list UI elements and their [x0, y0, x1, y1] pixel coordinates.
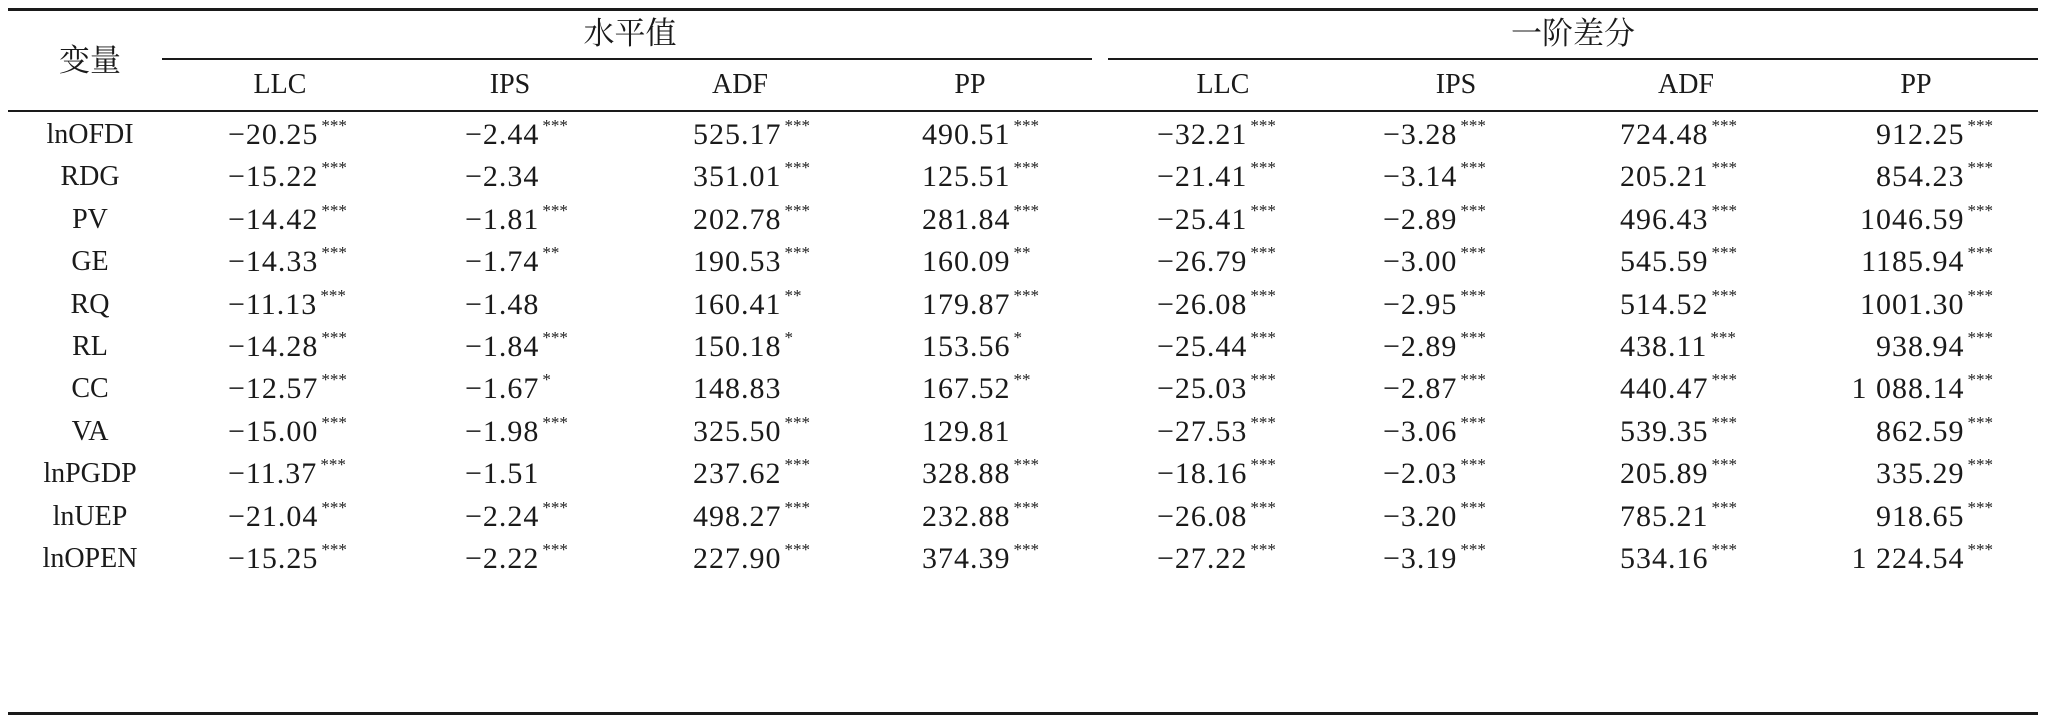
stat-value: 351.01 [693, 160, 782, 194]
significance-stars: *** [1250, 412, 1276, 432]
stat-value: −2.22 [465, 542, 540, 575]
variable-name: RQ [70, 288, 110, 320]
stat-value: −1.48 [465, 287, 540, 321]
col-header-level-ips: IPS [489, 69, 531, 100]
stat-value: −20.25 [228, 118, 319, 151]
significance-stars: *** [1967, 497, 1993, 517]
significance-stars: *** [1967, 200, 1993, 220]
significance-stars: *** [1460, 328, 1486, 347]
stat-value: −27.22 [1157, 542, 1248, 575]
stat-value: 179.87 [922, 287, 1011, 321]
significance-stars: *** [1250, 200, 1276, 220]
stat-value: −2.34 [465, 160, 540, 194]
col-header-diff-ips: IPS [1435, 69, 1477, 100]
stat-value: 150.18 [693, 330, 782, 363]
group-rule-level [162, 58, 1092, 60]
significance-stars: *** [1250, 158, 1276, 178]
variable-name: CC [71, 373, 109, 405]
significance-stars: *** [1711, 116, 1737, 135]
significance-stars: ** [784, 285, 802, 305]
stat-value: 854.23 [1876, 160, 1965, 194]
group-title-level: 水平值 [583, 16, 677, 51]
significance-stars: *** [321, 497, 347, 517]
stat-value: −3.00 [1383, 245, 1458, 279]
stat-value: 328.88 [922, 457, 1011, 491]
stat-value: −2.89 [1383, 202, 1458, 236]
significance-stars: * [1013, 328, 1022, 347]
significance-stars: *** [1711, 158, 1737, 178]
significance-stars: * [784, 328, 793, 347]
stat-cell [1620, 531, 1737, 586]
stat-value: −2.87 [1383, 372, 1458, 406]
significance-stars: *** [542, 412, 568, 432]
stat-value: −1.67 [465, 372, 540, 406]
significance-stars: *** [1013, 455, 1039, 475]
stat-value: −3.19 [1383, 542, 1458, 575]
significance-stars: *** [784, 455, 810, 475]
significance-stars: *** [1460, 497, 1486, 517]
significance-stars: *** [321, 158, 347, 178]
stat-value: −14.33 [228, 245, 319, 279]
significance-stars: *** [784, 412, 810, 432]
stat-value: 325.50 [693, 414, 782, 448]
significance-stars: *** [1967, 158, 1993, 178]
significance-stars: *** [1013, 158, 1039, 178]
significance-stars: *** [542, 497, 568, 517]
significance-stars: *** [321, 412, 347, 432]
stat-value: 514.52 [1620, 287, 1709, 321]
significance-stars: *** [1967, 243, 1993, 263]
significance-stars: *** [1967, 285, 1993, 305]
stat-value: −2.89 [1383, 330, 1458, 363]
variable-name: VA [71, 415, 109, 447]
significance-stars: *** [1711, 412, 1737, 432]
top-rule [8, 8, 2038, 11]
stat-value: −15.25 [228, 542, 319, 575]
stat-value: −3.28 [1383, 118, 1458, 151]
significance-stars: *** [321, 243, 347, 263]
significance-stars: *** [1250, 243, 1276, 263]
significance-stars: *** [784, 540, 810, 559]
significance-stars: *** [1967, 370, 1993, 390]
stat-value: 785.21 [1620, 499, 1709, 533]
significance-stars: *** [1013, 116, 1039, 135]
col-header-level-pp: PP [954, 69, 986, 100]
stat-value: 938.94 [1876, 330, 1965, 363]
bottom-rule [8, 712, 2038, 715]
stat-value: 525.17 [693, 118, 782, 151]
stat-value: 160.09 [922, 245, 1011, 279]
stat-value: −2.44 [465, 118, 540, 151]
significance-stars: *** [1250, 285, 1276, 305]
significance-stars: *** [1250, 497, 1276, 517]
significance-stars: *** [1250, 370, 1276, 390]
stat-value: −25.03 [1157, 372, 1248, 406]
stat-value: 190.53 [693, 245, 782, 279]
stat-value: 912.25 [1876, 118, 1965, 151]
variable-name: PV [72, 203, 108, 235]
stat-value: −3.06 [1383, 414, 1458, 448]
stat-value: 1 088.14 [1851, 372, 1965, 406]
stat-cell [922, 531, 1039, 586]
variable-name: lnOPEN [42, 543, 138, 574]
col-header-diff-adf: ADF [1657, 69, 1714, 100]
stat-value: 167.52 [922, 372, 1011, 406]
stat-value: 227.90 [693, 542, 782, 575]
stat-cell [228, 531, 347, 586]
stat-value: 490.51 [922, 118, 1011, 151]
stat-value: 148.83 [693, 372, 782, 406]
stat-value: −3.20 [1383, 499, 1458, 533]
stat-cell [1852, 531, 1994, 586]
stat-value: −1.84 [465, 330, 540, 363]
stat-value: 1046.59 [1860, 202, 1965, 236]
significance-stars: *** [320, 285, 346, 305]
variable-name: lnOFDI [46, 119, 134, 150]
stat-value: 545.59 [1620, 245, 1709, 279]
col-header-level-llc: LLC [253, 69, 307, 100]
stat-value: −21.41 [1157, 160, 1248, 194]
stat-value: 205.89 [1620, 457, 1709, 491]
stat-value: 498.27 [693, 499, 782, 533]
stat-value: −2.95 [1383, 287, 1458, 321]
stat-cell [1157, 531, 1276, 586]
significance-stars: *** [784, 158, 810, 178]
stat-value: 496.43 [1620, 202, 1709, 236]
significance-stars: *** [1967, 412, 1993, 432]
significance-stars: *** [1460, 158, 1486, 178]
stat-value: −15.00 [228, 414, 319, 448]
stat-value: 202.78 [693, 202, 782, 236]
significance-stars: *** [542, 116, 568, 135]
col-header-diff-pp: PP [1900, 69, 1932, 100]
stat-value: 281.84 [922, 202, 1011, 236]
stat-value: −1.81 [465, 202, 540, 236]
significance-stars: *** [1460, 370, 1486, 390]
significance-stars: *** [1460, 200, 1486, 220]
significance-stars: *** [1967, 455, 1993, 475]
stat-value: −3.14 [1383, 160, 1458, 194]
stat-value: −11.37 [228, 457, 318, 491]
variable-name: lnPGDP [43, 458, 137, 490]
significance-stars: *** [1013, 200, 1039, 220]
significance-stars: *** [1711, 370, 1737, 390]
stat-value: −32.21 [1157, 118, 1248, 151]
stat-value: 129.81 [922, 414, 1011, 448]
significance-stars: *** [1013, 497, 1039, 517]
stat-value: −15.22 [228, 160, 319, 194]
significance-stars: *** [321, 328, 347, 347]
significance-stars: *** [321, 200, 347, 220]
significance-stars: *** [1460, 243, 1486, 263]
significance-stars: *** [1460, 285, 1486, 305]
stat-value: 232.88 [922, 499, 1011, 533]
significance-stars: *** [1967, 328, 1993, 347]
stat-value: 160.41 [693, 287, 782, 321]
stat-value: 438.11 [1620, 330, 1708, 363]
significance-stars: *** [784, 200, 810, 220]
significance-stars: *** [321, 540, 347, 559]
stat-value: −21.04 [228, 499, 319, 533]
stat-value: 862.59 [1876, 414, 1965, 448]
stat-value: −12.57 [228, 372, 319, 406]
significance-stars: *** [1710, 328, 1736, 347]
stat-value: 1185.94 [1861, 245, 1965, 279]
stat-value: −26.79 [1157, 245, 1248, 279]
significance-stars: *** [1711, 200, 1737, 220]
stat-value: 335.29 [1876, 457, 1965, 491]
significance-stars: *** [542, 200, 568, 220]
stat-value: −11.13 [228, 287, 318, 321]
significance-stars: *** [1460, 540, 1486, 559]
significance-stars: *** [1013, 285, 1039, 305]
stat-value: −25.44 [1157, 330, 1248, 363]
significance-stars: *** [1711, 540, 1737, 559]
significance-stars: *** [1013, 540, 1039, 559]
significance-stars: *** [321, 116, 347, 135]
stat-value: 153.56 [922, 330, 1011, 363]
significance-stars: * [542, 370, 551, 390]
significance-stars: *** [320, 455, 346, 475]
significance-stars: *** [1250, 116, 1276, 135]
variable-name: RL [72, 331, 108, 362]
stat-cell [465, 531, 568, 586]
stat-value: −26.08 [1157, 499, 1248, 533]
stat-value: 374.39 [922, 542, 1011, 575]
variable-name: GE [71, 246, 109, 278]
stat-value: −1.74 [465, 245, 540, 279]
stat-value: 125.51 [922, 160, 1011, 194]
significance-stars: *** [1967, 116, 1993, 135]
significance-stars: *** [784, 243, 810, 263]
significance-stars: ** [1013, 370, 1031, 390]
group-rule-first-difference [1108, 58, 2038, 60]
significance-stars: *** [1711, 497, 1737, 517]
stat-value: 1001.30 [1860, 287, 1965, 321]
stat-value: −2.24 [465, 499, 540, 533]
significance-stars: *** [1711, 455, 1737, 475]
significance-stars: *** [784, 116, 810, 135]
group-title-first-difference: 一阶差分 [1511, 16, 1635, 51]
significance-stars: ** [1013, 243, 1031, 263]
stat-value: 237.62 [693, 457, 782, 491]
stat-value: −14.28 [228, 330, 319, 363]
stat-cell [693, 531, 810, 586]
stat-value: 918.65 [1876, 499, 1965, 533]
variable-name: lnUEP [52, 500, 128, 532]
significance-stars: *** [784, 497, 810, 517]
stat-value: −18.16 [1157, 457, 1248, 491]
stat-value: −25.41 [1157, 202, 1248, 236]
significance-stars: *** [1711, 285, 1737, 305]
variable-name: RDG [60, 161, 120, 193]
stat-value: 539.35 [1620, 414, 1709, 448]
table-row [0, 531, 2048, 586]
stat-value: 440.47 [1620, 372, 1709, 406]
stat-value: −1.51 [465, 457, 540, 491]
stat-value: −26.08 [1157, 287, 1248, 321]
significance-stars: *** [1967, 540, 1993, 559]
stat-cell [1383, 531, 1486, 586]
significance-stars: *** [1460, 116, 1486, 135]
significance-stars: *** [1460, 455, 1486, 475]
stat-value: 724.48 [1620, 118, 1709, 151]
stat-value: 205.21 [1620, 160, 1709, 194]
stat-value: −1.98 [465, 414, 540, 448]
col-header-diff-llc: LLC [1196, 69, 1250, 100]
variable-header: 变量 [59, 43, 121, 78]
significance-stars: *** [1250, 455, 1276, 475]
significance-stars: *** [1711, 243, 1737, 263]
significance-stars: ** [542, 243, 560, 263]
significance-stars: *** [1460, 412, 1486, 432]
stat-value: −14.42 [228, 202, 319, 236]
stat-value: −27.53 [1157, 414, 1248, 448]
col-header-level-adf: ADF [711, 69, 768, 100]
stat-value: 1 224.54 [1851, 542, 1965, 575]
significance-stars: *** [542, 328, 568, 347]
significance-stars: *** [321, 370, 347, 390]
significance-stars: *** [1250, 328, 1276, 347]
significance-stars: *** [1250, 540, 1276, 559]
stat-value: 534.16 [1620, 542, 1709, 575]
stat-value: −2.03 [1383, 457, 1458, 491]
significance-stars: *** [542, 540, 568, 559]
